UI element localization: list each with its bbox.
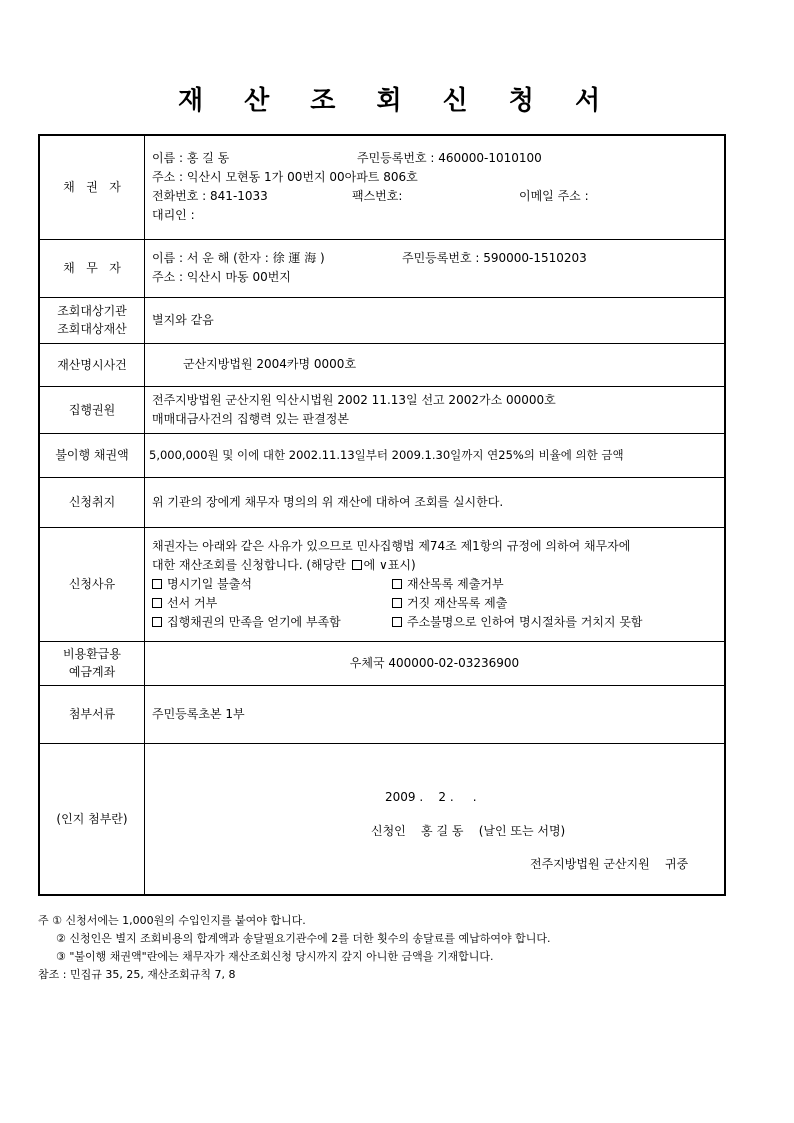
target-label-line2: 조회대상재산 [57, 322, 127, 336]
creditor-rrn: 주민등록번호 : 460000-1010100 [357, 151, 542, 166]
unpaid-label: 불이행 채권액 [39, 433, 145, 477]
attachment-row [39, 685, 725, 743]
stamp-row [39, 743, 725, 895]
purpose-label: 신청취지 [39, 477, 145, 527]
reason-row [39, 527, 725, 641]
checkbox-refuse-list[interactable] [392, 579, 402, 589]
option-refuse-oath: 선서 거부 [167, 595, 218, 610]
reason-intro-line1: 채권자는 아래와 같은 사유가 있으므로 민사집행법 제74조 제1항의 규정에 의하여 채무자에 [152, 538, 631, 553]
document-title: 재 산 조 회 신 청 서 [177, 86, 617, 116]
checkbox-false-list[interactable] [392, 598, 402, 608]
option-refuse-list: 재산목록 제출거부 [407, 576, 504, 591]
option-false-list: 거짓 재산목록 제출 [407, 595, 508, 610]
case-row [39, 343, 725, 386]
creditor-email: 이메일 주소 : [519, 189, 589, 204]
creditor-address: 주소 : 익산시 모현동 1가 00번지 00아파트 806호 [152, 170, 418, 185]
debtor-name: 이름 : 서 운 해 (한자 : 徐 運 海 ) [152, 251, 325, 265]
case-value: 군산지방법원 2004카명 0000호 [145, 343, 726, 386]
account-label [39, 641, 145, 685]
checkbox-no-show[interactable] [152, 579, 162, 589]
creditor-name: 이름 : 홍 길 동 [152, 151, 230, 166]
creditor-row [39, 135, 725, 239]
signature-block [145, 743, 726, 895]
footnotes [38, 912, 550, 984]
note-2: ② 신청인은 별지 조회비용의 합계액과 송달필요기관수에 2를 더한 횟수의 송달료를 예납하여야 합니다. [56, 932, 551, 945]
checkbox-insufficient[interactable] [152, 617, 162, 627]
note-1: 주 ① 신청서에는 1,000원의 수입인지를 붙여야 합니다. [38, 914, 306, 927]
account-row [39, 641, 725, 685]
unpaid-row [39, 433, 725, 477]
stamp-label: (인지 첨부란) [39, 743, 145, 895]
option-unknown-address: 주소불명으로 인하여 명시절차를 거치지 못함 [407, 614, 643, 629]
target-label-line1: 조회대상기관 [57, 304, 127, 318]
debtor-address: 주소 : 익산시 마동 00번지 [152, 270, 291, 284]
creditor-info [145, 135, 726, 239]
execution-title-value [145, 386, 726, 433]
unpaid-value: 5,000,000원 및 이에 대한 2002.11.13일부터 2009.1.30일까지 연25%의 비율에 의한 금액 [145, 433, 726, 477]
reason-intro-tail: 에 ∨표시) [363, 557, 416, 572]
account-value: 우체국 400000-02-03236900 [145, 641, 726, 685]
account-label-line1: 비용환급용 [63, 647, 121, 661]
target-row [39, 297, 725, 343]
debtor-info [145, 239, 726, 297]
target-value: 별지와 같음 [145, 297, 726, 343]
checkbox-refuse-oath[interactable] [152, 598, 162, 608]
creditor-label: 채 권 자 [39, 135, 145, 239]
checkbox-unknown-address[interactable] [392, 617, 402, 627]
application-form-table [38, 134, 726, 896]
execution-title-label: 집행권원 [39, 386, 145, 433]
attachment-value: 주민등록초본 1부 [145, 685, 726, 743]
execution-title-line2: 매매대금사건의 집행력 있는 판결정본 [152, 411, 349, 426]
purpose-row [39, 477, 725, 527]
reference-note: 참조 : 민집규 35, 25, 재산조회규칙 7, 8 [38, 968, 236, 981]
creditor-phone: 전화번호 : 841-1033 [152, 189, 268, 204]
creditor-agent: 대리인 : [152, 208, 195, 223]
debtor-row [39, 239, 725, 297]
execution-title-line1: 전주지방법원 군산지원 익산시법원 2002 11.13일 선고 2002가소 00000호 [152, 392, 556, 407]
case-label: 재산명시사건 [39, 343, 145, 386]
debtor-rrn: 주민등록번호 : 590000-1510203 [402, 251, 587, 265]
creditor-fax: 팩스번호: [352, 189, 403, 204]
application-date: 2009 . 2 . . [385, 789, 477, 804]
option-insufficient: 집행채권의 만족을 얻기에 부족함 [167, 614, 341, 629]
target-label [39, 297, 145, 343]
checkbox-icon [352, 560, 362, 570]
execution-title-row [39, 386, 725, 433]
reason-intro-text: 대한 재산조회를 신청합니다. (해당란 [152, 557, 350, 572]
note-3: ③ "불이행 채권액"란에는 채무자가 재산조회신청 당시까지 갚지 아니한 금액을 기재합니다. [56, 950, 494, 963]
applicant-signature: 신청인 홍 길 동 (날인 또는 서명) [371, 823, 566, 838]
reason-content [145, 527, 726, 641]
debtor-label: 채 무 자 [39, 239, 145, 297]
reason-intro-line2 [152, 556, 717, 575]
reason-label: 신청사유 [39, 527, 145, 641]
attachment-label: 첨부서류 [39, 685, 145, 743]
court-addressee: 전주지방법원 군산지원 귀중 [530, 856, 689, 871]
account-label-line2: 예금계좌 [68, 665, 116, 679]
option-no-show: 명시기일 불출석 [167, 576, 252, 591]
purpose-value: 위 기관의 장에게 채무자 명의의 위 재산에 대하여 조회를 실시한다. [145, 477, 726, 527]
